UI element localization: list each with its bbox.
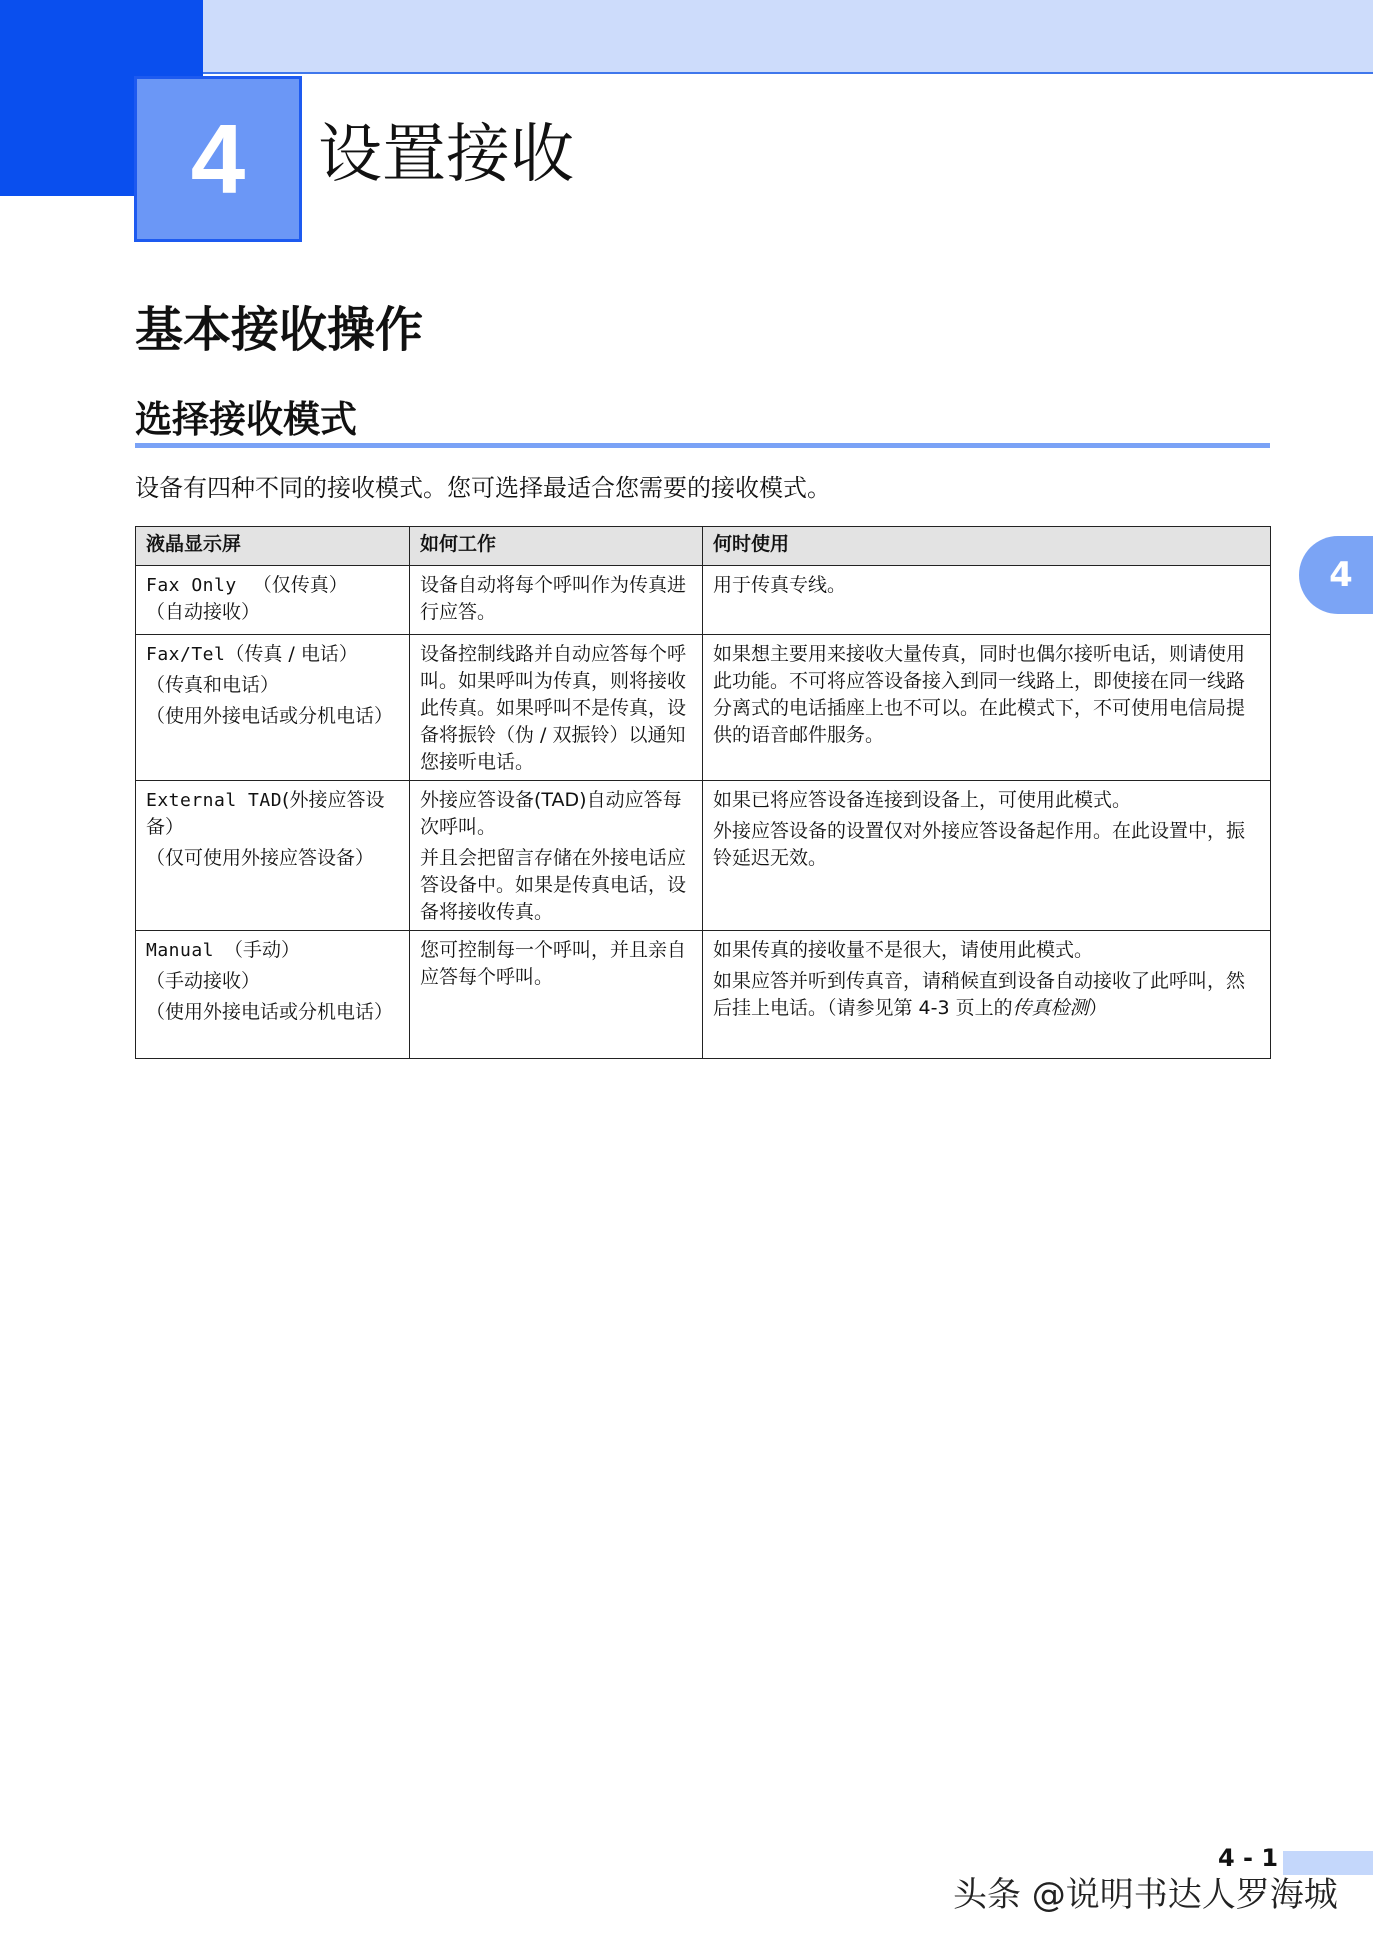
how-cell xyxy=(410,566,703,635)
lcd-cell xyxy=(136,931,410,1059)
chapter-side-tab[interactable]: 4 xyxy=(1299,536,1373,614)
watermark-text: 头条 @说明书达人罗海城 xyxy=(953,1875,1338,1915)
when-text: 如果传真的接收量不是很大，请使用此模式。 xyxy=(713,939,1094,961)
table-row xyxy=(136,781,1271,931)
how-text: 并且会把留言存储在外接电话应答设备中。如果是传真电话，设备将接收传真。 xyxy=(420,847,687,923)
subsection-title: 选择接收模式 xyxy=(135,398,357,441)
chapter-title: 设置接收 xyxy=(318,118,574,192)
how-text: 外接应答设备(TAD)自动应答每次呼叫。 xyxy=(420,789,682,838)
intro-paragraph: 设备有四种不同的接收模式。您可选择最适合您需要的接收模式。 xyxy=(135,474,831,502)
how-cell xyxy=(410,781,703,931)
when-text: 如果已将应答设备连接到设备上，可使用此模式。 xyxy=(713,789,1132,811)
receive-mode-table xyxy=(135,526,1271,1059)
section-title: 基本接收操作 xyxy=(135,302,424,358)
lcd-cell xyxy=(136,566,410,635)
header-band xyxy=(203,0,1373,74)
how-text: 您可控制每一个呼叫，并且亲自应答每个呼叫。 xyxy=(420,939,687,988)
lcd-mode-note: (外接应答设备） xyxy=(146,789,385,838)
lcd-mode-name: Fax Only xyxy=(146,575,237,596)
when-text: 如果想主要用来接收大量传真，同时也偶尔接听电话，则请使用此功能。不可将应答设备接入到同一线路上，即使接在同一线路分离式的电话插座上也不可以。在此模式下，不可使用电信局提供的语音邮件服务。 xyxy=(713,643,1246,746)
how-text: 设备自动将每个呼叫作为传真进行应答。 xyxy=(420,574,687,623)
header-lcd: 液晶显示屏 xyxy=(136,527,410,566)
when-cell xyxy=(703,931,1271,1059)
how-text: 设备控制线路并自动应答每个呼叫。如果呼叫为传真，则将接收此传真。如果呼叫不是传真，设备将振铃（伪 / 双振铃）以通知您接听电话。 xyxy=(420,643,687,773)
when-ref-tail: ） xyxy=(1088,997,1108,1019)
header-when: 何时使用 xyxy=(703,527,1271,566)
table-header-row xyxy=(136,527,1271,566)
how-cell xyxy=(410,635,703,781)
subsection-divider xyxy=(135,443,1270,448)
lcd-mode-desc: （仅可使用外接应答设备） xyxy=(146,847,375,869)
lcd-mode-name: Manual xyxy=(146,940,215,961)
lcd-mode-desc: （自动接收） xyxy=(146,601,261,623)
when-reference xyxy=(713,968,1260,1022)
table-row xyxy=(136,635,1271,781)
when-cell xyxy=(703,781,1271,931)
lcd-mode-note: （仅传真） xyxy=(252,574,348,596)
lcd-mode-note: （传真 / 电话） xyxy=(225,643,358,665)
fax-detect-link[interactable]: 传真检测 xyxy=(1012,997,1089,1019)
when-text: 用于传真专线。 xyxy=(713,574,847,596)
lcd-mode-desc: （手动接收） xyxy=(146,970,261,992)
page-number: 4 - 1 xyxy=(1218,1844,1279,1872)
when-text: 外接应答设备的设置仅对外接应答设备起作用。在此设置中，振铃延迟无效。 xyxy=(713,820,1246,869)
chapter-number: 4 xyxy=(134,76,302,242)
page-number-tab xyxy=(1283,1851,1373,1875)
header-how: 如何工作 xyxy=(410,527,703,566)
lcd-cell xyxy=(136,635,410,781)
lcd-mode-name: Fax/Tel xyxy=(146,644,226,665)
lcd-cell xyxy=(136,781,410,931)
lcd-mode-name: External TAD xyxy=(146,790,283,811)
lcd-mode-desc: （传真和电话） xyxy=(146,674,280,696)
lcd-mode-note: （手动） xyxy=(224,939,301,961)
lcd-mode-desc: （使用外接电话或分机电话） xyxy=(146,1001,394,1023)
table-row xyxy=(136,566,1271,635)
lcd-mode-desc: （使用外接电话或分机电话） xyxy=(146,705,394,727)
how-cell xyxy=(410,931,703,1059)
when-cell xyxy=(703,635,1271,781)
when-ref-text: 如果应答并听到传真音，请稍候直到设备自动接收了此呼叫，然后挂上电话。（请参见第 4-3 页上的 xyxy=(713,970,1246,1019)
table-row xyxy=(136,931,1271,1059)
when-cell xyxy=(703,566,1271,635)
